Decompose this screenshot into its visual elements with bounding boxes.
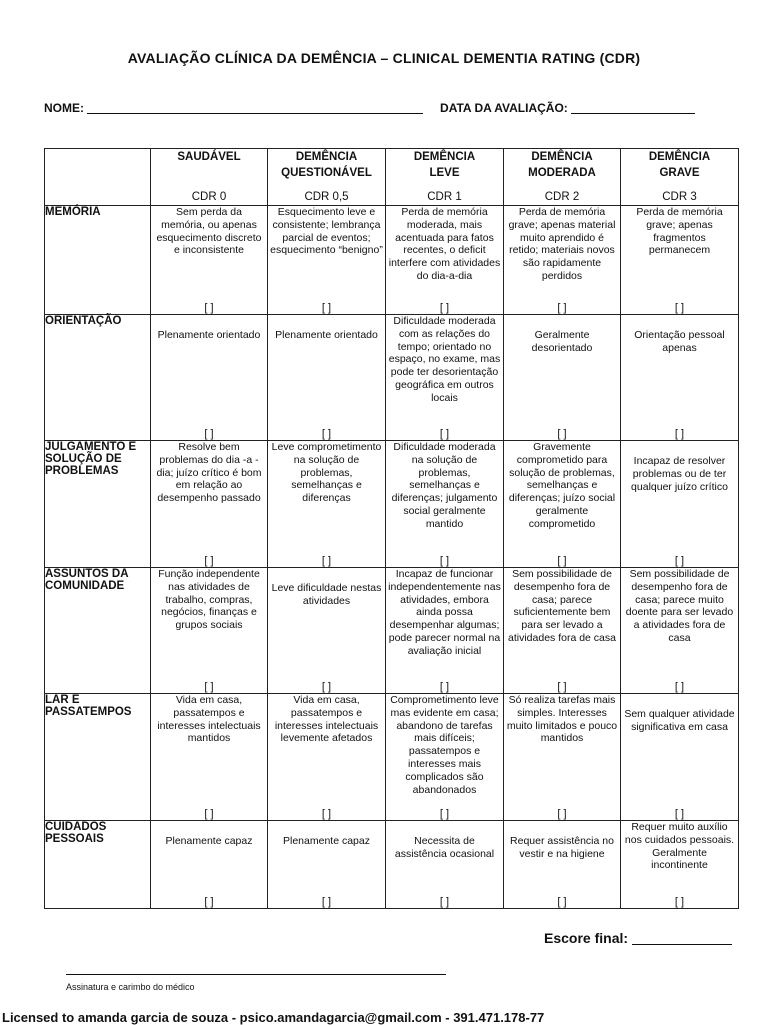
rating-checkbox[interactable]: [ ]	[439, 555, 450, 567]
score-field[interactable]	[632, 944, 732, 945]
rating-cell	[386, 694, 504, 821]
rating-checkbox[interactable]: [ ]	[674, 428, 685, 440]
domain-label: ORIENTAÇÃO	[45, 315, 151, 441]
cell-description: Resolve bem problemas do dia -a - dia; juízo crítico é bom em relação ao desempenho passado	[156, 441, 262, 505]
rating-cell	[151, 694, 268, 821]
cell-description: Sem qualquer atividade significativa em casa	[624, 708, 735, 733]
domain-label: ASSUNTOS DA COMUNIDADE	[45, 568, 151, 694]
rating-cell	[621, 441, 739, 568]
column-cdr: CDR 0	[191, 191, 227, 203]
rating-cell	[268, 821, 386, 909]
rating-cell	[151, 568, 268, 694]
column-name: DEMÊNCIA	[531, 151, 593, 163]
rating-checkbox[interactable]: [ ]	[204, 896, 214, 908]
cell-description: Plenamente orientado	[275, 329, 378, 341]
cell-description: Necessita de assistência ocasional	[394, 835, 495, 860]
column-name: SAUDÁVEL	[177, 151, 241, 163]
cell-description: Incapaz de funcionar independentemente nas atividades, embora ainda possa desempenhar algumas; pode parecer normal na avaliação inicial	[388, 568, 501, 657]
cell-description: Perda de memória grave; apenas material muito aprendido é retido; materiais novos são rapidamente perdidos	[508, 206, 616, 282]
rating-cell	[386, 568, 504, 694]
corner-cell	[45, 149, 151, 206]
cell-description: Sem possibilidade de desempenho fora de casa; parece muito doente para ser levado a atividades fora de casa	[625, 568, 734, 644]
rating-checkbox[interactable]: [ ]	[674, 555, 685, 567]
rating-checkbox[interactable]: [ ]	[321, 808, 332, 820]
rating-cell	[621, 568, 739, 694]
final-score	[544, 930, 732, 946]
rating-cell	[268, 568, 386, 694]
rating-checkbox[interactable]: [ ]	[439, 896, 450, 908]
rating-checkbox[interactable]: [ ]	[204, 428, 214, 440]
license-footer: Licensed to amanda garcia de souza - psico.amandagarcia@gmail.com - 391.471.178-77	[2, 1010, 545, 1025]
rating-cell	[386, 206, 504, 315]
rating-cell	[268, 206, 386, 315]
rating-checkbox[interactable]: [ ]	[321, 428, 332, 440]
rating-checkbox[interactable]: [ ]	[674, 302, 685, 314]
cell-description: Dificuldade moderada com as relações do tempo; orientado no espaço, no exame, mas pode ter desorientação geográfica em outros locais	[388, 315, 501, 404]
cell-description: Vida em casa, passatempos e interesses intelectuais mantidos	[157, 694, 261, 745]
column-header	[504, 149, 621, 206]
rating-cell	[268, 694, 386, 821]
column-name: DEMÊNCIA	[648, 151, 711, 163]
cell-description: Incapaz de resolver problemas ou de ter qualquer juízo crítico	[631, 455, 728, 493]
header-fields	[44, 101, 695, 115]
signature-label: Assinatura e carimbo do médico	[66, 982, 195, 992]
rating-checkbox[interactable]: [ ]	[557, 302, 567, 314]
cell-description: Plenamente capaz	[283, 835, 370, 847]
rating-cell	[268, 441, 386, 568]
rating-cell	[504, 568, 621, 694]
rating-checkbox[interactable]: [ ]	[674, 808, 685, 820]
rating-checkbox[interactable]: [ ]	[557, 808, 567, 820]
cell-description: Vida em casa, passatempos e interesses intelectuais levemente afetados	[274, 694, 379, 745]
rating-cell	[621, 315, 739, 441]
rating-cell	[504, 821, 621, 909]
column-name-2: QUESTIONÁVEL	[281, 167, 372, 179]
rating-cell	[386, 441, 504, 568]
column-cdr: CDR 0,5	[304, 191, 349, 203]
cell-description: Só realiza tarefas mais simples. Interesses muito limitados e pouco mantidos	[506, 694, 618, 745]
cell-description: Gravemente comprometido para solução de problemas, semelhanças e diferenças; juízo social geralmente comprometido	[508, 441, 616, 530]
domain-label: CUIDADOS PESSOAIS	[45, 821, 151, 909]
cell-description: Comprometimento leve mas evidente em casa; abandono de tarefas mais difíceis; passatempos e interesses mais complicados são abandonados	[390, 694, 499, 796]
cell-description: Plenamente capaz	[165, 835, 253, 847]
cell-description: Geralmente desorientado	[531, 329, 593, 354]
name-label: NOME:	[44, 101, 84, 115]
rating-cell	[386, 315, 504, 441]
domain-label: JULGAMENTO E SOLUÇÃO DE PROBLEMAS	[45, 441, 151, 568]
rating-checkbox[interactable]: [ ]	[321, 896, 332, 908]
rating-checkbox[interactable]: [ ]	[321, 555, 332, 567]
rating-cell	[504, 206, 621, 315]
cell-description: Sem perda da memória, ou apenas esquecimento discreto e inconsistente	[156, 206, 262, 257]
name-field[interactable]	[87, 113, 423, 114]
page-title: AVALIAÇÃO CLÍNICA DA DEMÊNCIA – CLINICAL DEMENTIA RATING (CDR)	[127, 50, 641, 66]
cell-description: Esquecimento leve e consistente; lembrança parcial de eventos; esquecimento “benigno”	[270, 206, 383, 257]
column-name-2: LEVE	[429, 167, 460, 179]
rating-cell	[621, 821, 739, 909]
rating-checkbox[interactable]: [ ]	[204, 808, 214, 820]
cell-description: Leve dificuldade nestas atividades	[271, 582, 382, 607]
rating-checkbox[interactable]: [ ]	[557, 428, 567, 440]
rating-checkbox[interactable]: [ ]	[439, 681, 450, 693]
rating-checkbox[interactable]: [ ]	[321, 302, 332, 314]
cell-description: Leve comprometimento na solução de problemas, semelhanças e diferenças	[271, 441, 382, 505]
column-cdr: CDR 2	[544, 191, 580, 203]
column-name-2: MODERADA	[528, 167, 596, 179]
column-header	[151, 149, 268, 206]
date-label: DATA DA AVALIAÇÃO:	[440, 101, 568, 115]
column-header	[386, 149, 504, 206]
signature-line[interactable]	[66, 974, 446, 975]
cell-description: Perda de memória moderada, mais acentuada para fatos recentes, o deficit interfere com atividades do dia-a-dia	[388, 206, 501, 282]
table-row	[45, 694, 739, 821]
rating-cell	[504, 441, 621, 568]
cell-description: Requer assistência no vestir e na higiene	[510, 835, 614, 860]
rating-checkbox[interactable]: [ ]	[557, 681, 567, 693]
header-row	[45, 149, 739, 206]
column-cdr: CDR 3	[662, 191, 697, 203]
rating-checkbox[interactable]: [ ]	[674, 896, 685, 908]
rating-cell	[621, 694, 739, 821]
rating-checkbox[interactable]: [ ]	[204, 555, 214, 567]
cdr-table	[44, 148, 739, 909]
cell-description: Orientação pessoal apenas	[634, 329, 725, 354]
rating-checkbox[interactable]: [ ]	[321, 681, 332, 693]
score-label: Escore final:	[544, 930, 629, 946]
domain-label: MEMÓRIA	[45, 206, 151, 315]
rating-checkbox[interactable]: [ ]	[557, 555, 567, 567]
table-row	[45, 441, 739, 568]
table-row	[45, 568, 739, 694]
column-name: DEMÊNCIA	[413, 151, 476, 163]
column-header	[268, 149, 386, 206]
rating-cell	[151, 821, 268, 909]
rating-cell	[504, 315, 621, 441]
rating-cell	[151, 315, 268, 441]
rating-checkbox[interactable]: [ ]	[557, 896, 567, 908]
table-row	[45, 206, 739, 315]
rating-checkbox[interactable]: [ ]	[204, 302, 214, 314]
column-name: DEMÊNCIA	[295, 151, 358, 163]
rating-checkbox[interactable]: [ ]	[204, 681, 214, 693]
date-field[interactable]	[571, 113, 695, 114]
rating-checkbox[interactable]: [ ]	[439, 428, 450, 440]
column-name-2: GRAVE	[659, 167, 700, 179]
rating-checkbox[interactable]: [ ]	[674, 681, 685, 693]
cell-description: Perda de memória grave; apenas fragmentos permanecem	[636, 206, 723, 257]
cell-description: Plenamente orientado	[157, 329, 261, 341]
rating-checkbox[interactable]: [ ]	[439, 808, 450, 820]
rating-cell	[621, 206, 739, 315]
cell-description: Função independente nas atividades de trabalho, compras, negócios, finanças e grupos sociais	[158, 568, 260, 632]
table-row	[45, 315, 739, 441]
rating-cell	[151, 441, 268, 568]
cell-description: Dificuldade moderada na solução de problemas, semelhanças e diferenças; julgamento social geralmente mantido	[391, 441, 498, 530]
rating-cell	[504, 694, 621, 821]
rating-cell	[386, 821, 504, 909]
cell-description: Sem possibilidade de desempenho fora de casa; parece suficientemente bem para ser levado a atividades fora de casa	[508, 568, 616, 644]
table-row	[45, 821, 739, 909]
domain-label: LAR E PASSATEMPOS	[45, 694, 151, 821]
cell-description: Requer muito auxílio nos cuidados pessoais. Geralmente incontinente	[624, 821, 735, 872]
rating-checkbox[interactable]: [ ]	[439, 302, 450, 314]
rating-cell	[151, 206, 268, 315]
rating-cell	[268, 315, 386, 441]
column-cdr: CDR 1	[427, 191, 462, 203]
column-header	[621, 149, 739, 206]
